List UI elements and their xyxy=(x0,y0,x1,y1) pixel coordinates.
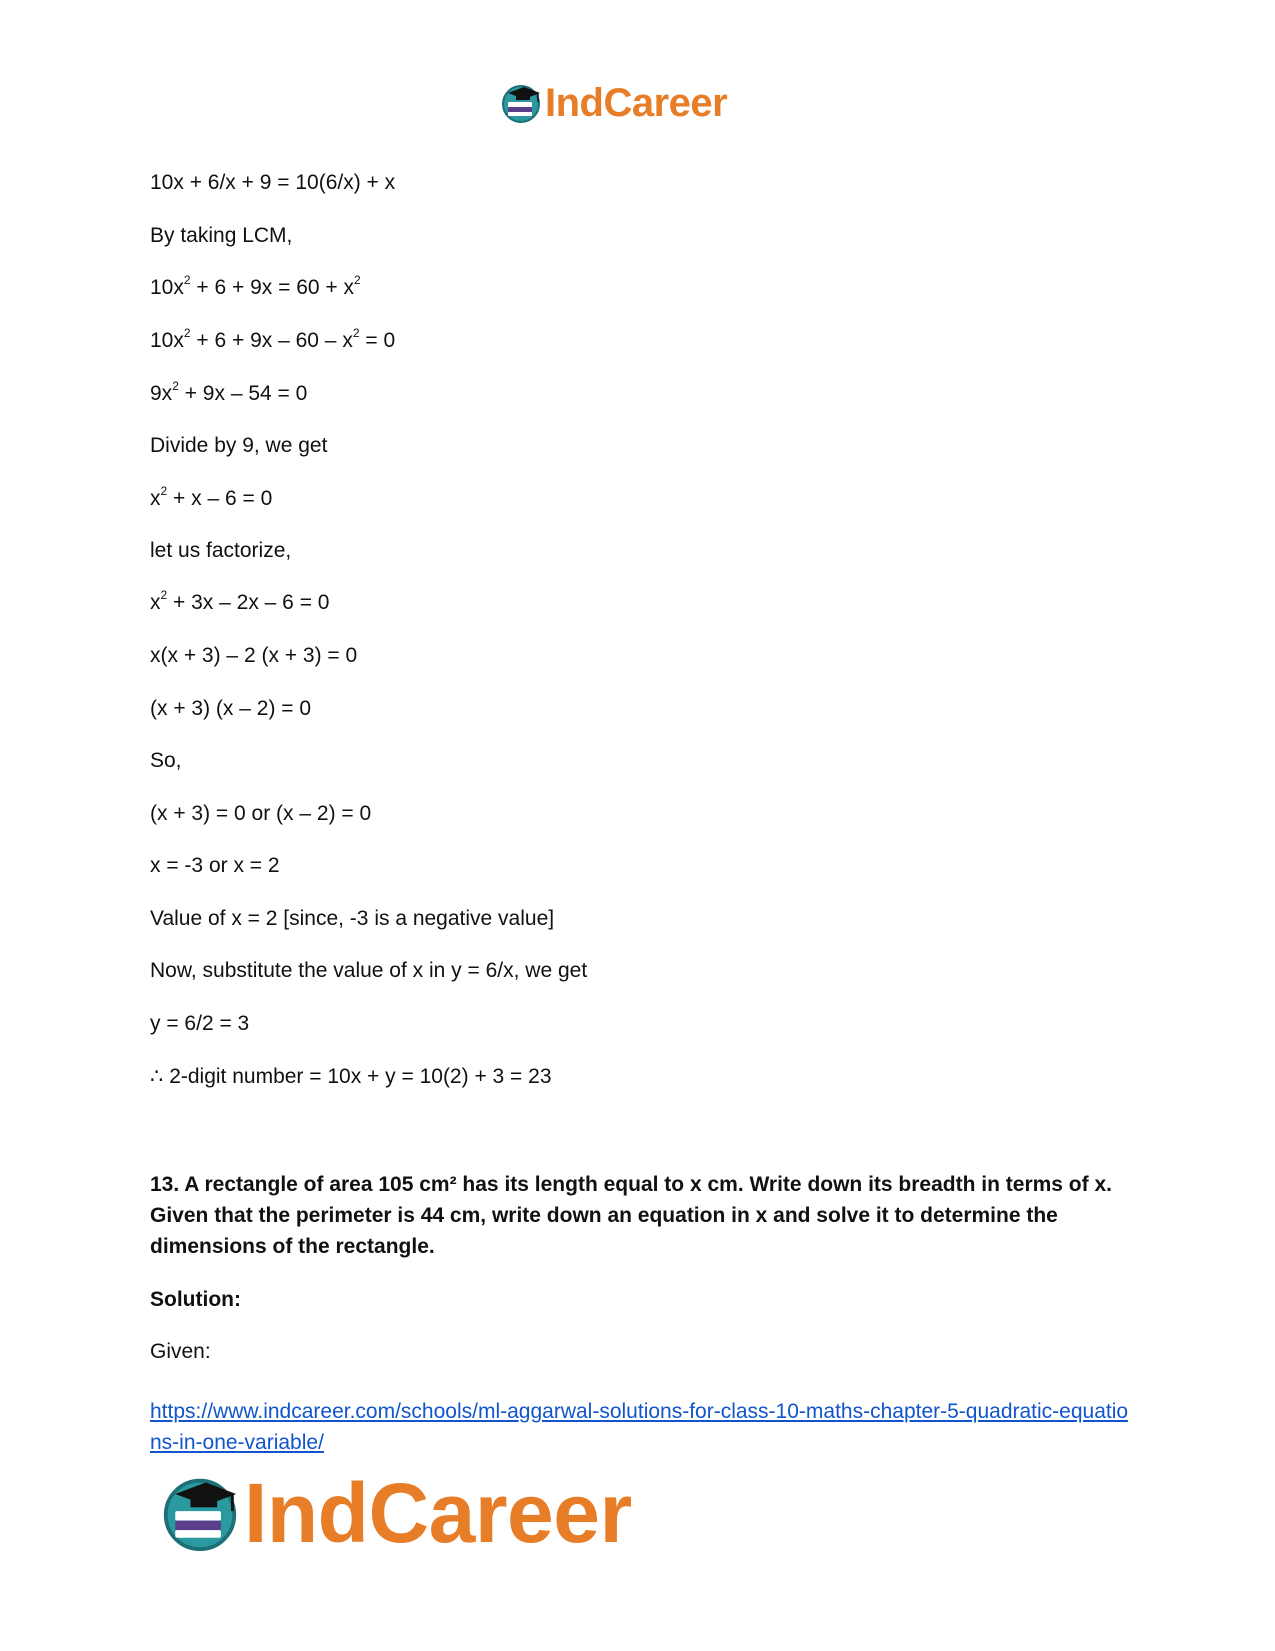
exponent: 2 xyxy=(183,326,191,340)
line-text: Value of x = 2 [since, -3 is a negative value] xyxy=(150,907,555,930)
math-line xyxy=(150,801,371,827)
line-text: 10x xyxy=(150,276,184,299)
line-text: Now, substitute the value of x in y = 6/x, we get xyxy=(150,959,588,982)
line-text: x xyxy=(150,591,161,614)
line-text: x = -3 or x = 2 xyxy=(150,854,280,877)
math-line xyxy=(150,381,307,407)
brand-name: IndCareer xyxy=(545,81,728,125)
text-line xyxy=(150,748,182,774)
graduation-cap-book-globe-icon xyxy=(500,82,542,124)
line-text: 10x xyxy=(150,329,184,352)
brand-name: IndCareer xyxy=(244,1466,632,1560)
given-label: Given: xyxy=(150,1340,211,1363)
exponent: 2 xyxy=(172,379,179,393)
exponent: 2 xyxy=(352,326,360,340)
header-logo xyxy=(500,80,727,126)
line-text: y = 6/2 = 3 xyxy=(150,1012,250,1035)
math-line xyxy=(150,853,280,879)
exponent: 2 xyxy=(160,588,168,602)
line-text: + 3x – 2x – 6 = 0 xyxy=(167,591,330,614)
source-link[interactable]: https://www.indcareer.com/schools/ml-aggarwal-solutions-for-class-10-maths-chapter-5-quadratic-equations-in-one-variable/ xyxy=(150,1400,1129,1454)
line-text: x(x + 3) – 2 (x + 3) = 0 xyxy=(150,644,358,667)
line-text: + x – 6 = 0 xyxy=(167,487,273,510)
question-13: 13. A rectangle of area 105 cm² has its length equal to x cm. Write down its breadth in terms of x. Given that the perimeter is 44 cm, write down an equation in x and solve it to determine the dimensions of the rectangle. xyxy=(150,1173,1112,1258)
math-line xyxy=(150,486,272,512)
line-text: = 0 xyxy=(359,329,396,352)
line-text: + 6 + 9x = 60 + x xyxy=(190,276,354,299)
exponent: 2 xyxy=(183,273,191,287)
line-text: + 6 + 9x – 60 – x xyxy=(190,329,353,352)
exponent: 2 xyxy=(354,273,361,287)
text-line xyxy=(150,906,554,932)
math-line xyxy=(150,643,357,669)
line-text: By taking LCM, xyxy=(150,224,293,247)
line-text: So, xyxy=(150,749,182,772)
math-line xyxy=(150,1064,552,1090)
line-text: x xyxy=(150,487,161,510)
line-text: (x + 3) = 0 or (x – 2) = 0 xyxy=(150,802,372,825)
line-text: let us factorize, xyxy=(150,539,292,562)
line-text: 9x xyxy=(150,382,173,405)
text-line xyxy=(150,433,327,459)
graduation-cap-book-globe-icon xyxy=(160,1473,240,1553)
text-line xyxy=(150,958,587,984)
text-line xyxy=(150,223,292,249)
footer-logo xyxy=(160,1468,632,1558)
math-line xyxy=(150,590,329,616)
math-line xyxy=(150,1011,249,1037)
line-text: ∴ 2-digit number = 10x + y = 10(2) + 3 = 23 xyxy=(150,1065,552,1088)
line-text: 10x + 6/x + 9 = 10(6/x) + x xyxy=(150,171,396,194)
line-text: + 9x – 54 = 0 xyxy=(178,382,308,405)
math-line xyxy=(150,328,395,354)
math-line xyxy=(150,275,361,301)
math-line xyxy=(150,170,395,196)
line-text: Divide by 9, we get xyxy=(150,434,328,457)
solution-label: Solution: xyxy=(150,1288,241,1311)
text-line xyxy=(150,538,291,564)
math-line xyxy=(150,696,311,722)
line-text: (x + 3) (x – 2) = 0 xyxy=(150,697,312,720)
exponent: 2 xyxy=(160,484,168,498)
